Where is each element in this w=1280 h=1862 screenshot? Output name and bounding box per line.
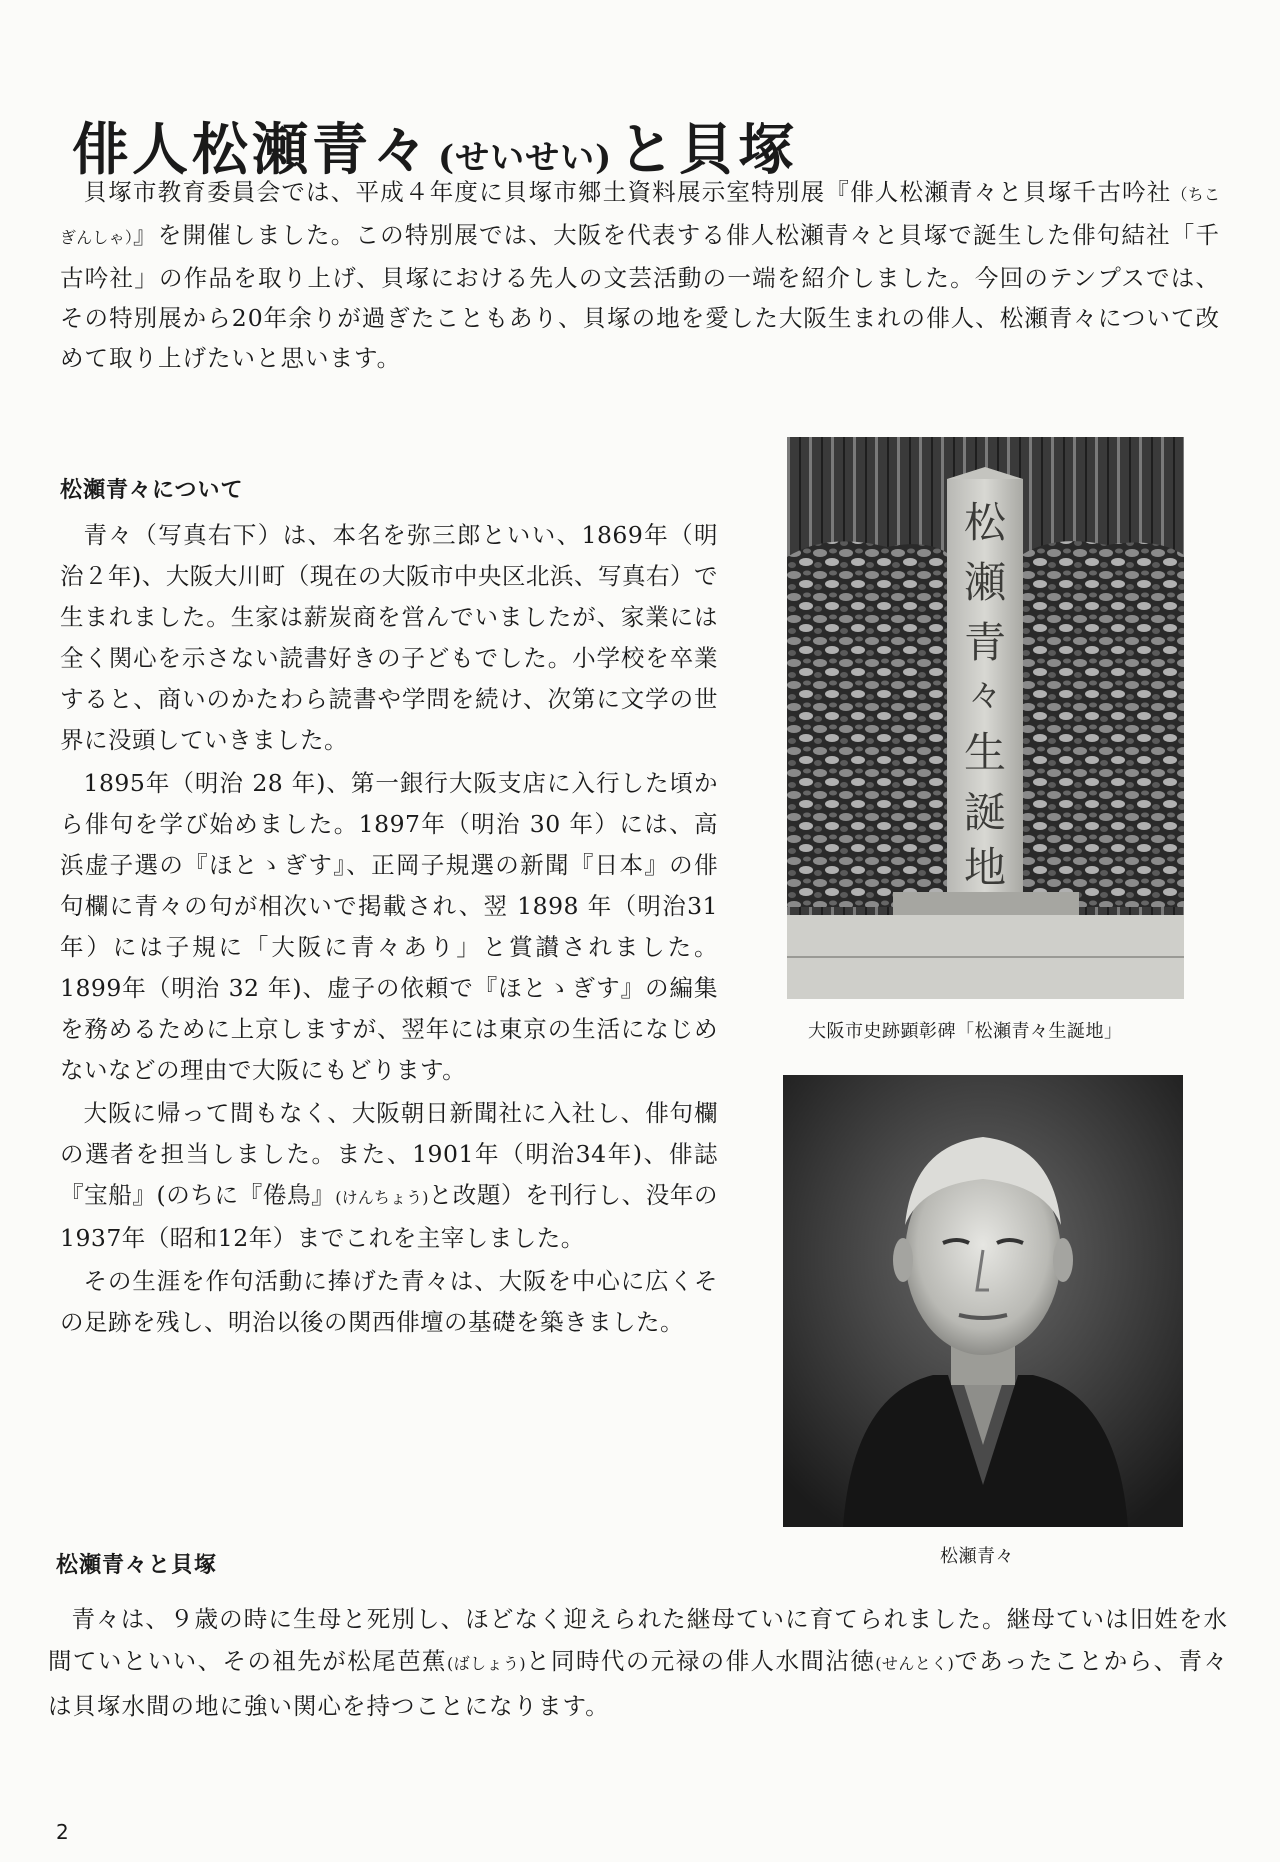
page-number: 2	[56, 1820, 69, 1844]
paragraph: 1895年（明治 28 年)、第一銀行大阪支店に入行した頃から俳句を学び始めました。1897年（明治 30 年）には、高浜虚子選の『ほとゝぎす』、正岡子規選の新聞『日本』の俳句欄に青々の句が相次いで掲載され、翌 1898 年（明治31年）には子規に「大阪に青々あり」と賞讃されました。1899年（明治 32 年)、虚子の依頼で『ほとゝぎす』の編集を務めるために上京しますが、翌年には東京の生活になじめないなどの理由で大阪にもどります。	[60, 769, 718, 1084]
paragraph-text: 大阪に帰って間もなく、大阪朝日新聞社に入社し、俳句欄の選者を担当しました。また、1901年（明治34年)、俳誌『宝船』(のちに『倦鳥』	[60, 1099, 718, 1209]
intro-text-b: 』を開催しました。この特別展では、大阪を代表する俳人松瀬青々と貝塚で誕生した俳句結社「千古吟社」の作品を取り上げ、貝塚における先人の文芸活動の一端を紹介しました。今回のテンプスでは、その特別展から20年余りが過ぎたこともあり、貝塚の地を愛した大阪生まれの俳人、松瀬青々について改めて取り上げたいと思います。	[60, 221, 1220, 372]
paragraph-text: であったことから、青々は貝塚水間の地に強い関心を持つことになります。	[48, 1647, 1228, 1720]
ruby-text: (せんとく)	[875, 1654, 954, 1673]
section-heading-about: 松瀬青々について	[60, 478, 244, 503]
monument-photo	[787, 437, 1184, 999]
title-tail: と貝塚	[618, 116, 799, 183]
paragraph-text: と同時代の元禄の俳人水間沾徳	[525, 1647, 876, 1675]
paragraph-text: と改題）を刊行し、没年の1937年（昭和12年）までこれを主宰しました。	[60, 1181, 718, 1252]
paragraph: 青々（写真右下）は、本名を弥三郎といい、1869年（明治２年)、大阪大川町（現在の大阪市中央区北浜、写真右）で生まれました。生家は薪炭商を営んでいましたが、家業には全く関心を示さない読書好きの子どもでした。小学校を卒業すると、商いのかたわら読書や学問を続け、次第に文学の世界に没頭していきました。	[60, 521, 718, 754]
paragraph: その生涯を作句活動に捧げた青々は、大阪を中心に広くその足跡を残し、明治以後の関西俳壇の基礎を築きました。	[60, 1267, 718, 1336]
inscription-char: 誕	[963, 788, 1007, 837]
inscription-char: 々	[968, 676, 1002, 716]
section-kaizuka-paragraph	[48, 1598, 1228, 1727]
portrait-photo	[783, 1075, 1183, 1527]
portrait-illustration	[783, 1075, 1183, 1527]
intro-ruby: （ちこぎんしゃ）	[60, 185, 1220, 247]
title-main: 俳人松瀬青々	[72, 116, 432, 183]
inscription-char: 生	[963, 728, 1007, 777]
portrait-caption: 松瀬青々	[940, 1546, 1014, 1567]
ruby-text: (けんちょう)	[335, 1188, 429, 1207]
section-about-body	[60, 515, 718, 1345]
section-heading-kaizuka: 松瀬青々と貝塚	[56, 1553, 218, 1578]
monument-illustration	[787, 437, 1184, 999]
inscription-char: 瀬	[963, 558, 1007, 607]
paragraph	[60, 1093, 718, 1259]
inscription-char: 青	[963, 618, 1007, 667]
inscription-char: 松	[963, 498, 1007, 547]
intro-paragraph	[60, 172, 1220, 378]
intro-text-a: 貝塚市教育委員会では、平成４年度に貝塚市郷土資料展示室特別展『俳人松瀬青々と貝塚千古吟社	[83, 178, 1172, 206]
monument-caption: 大阪市史跡顕彰碑「松瀬青々生誕地」	[808, 1021, 1123, 1042]
title-ruby: (せいせい)	[438, 137, 613, 178]
ruby-text: (ばしょう)	[447, 1654, 526, 1673]
paragraph-text: 青々は、９歳の時に生母と死別し、ほどなく迎えられた継母ていに育てられました。継母ていは旧姓を水間ていといい、その祖先が松尾芭蕉	[48, 1605, 1228, 1675]
inscription-char: 地	[963, 843, 1007, 892]
